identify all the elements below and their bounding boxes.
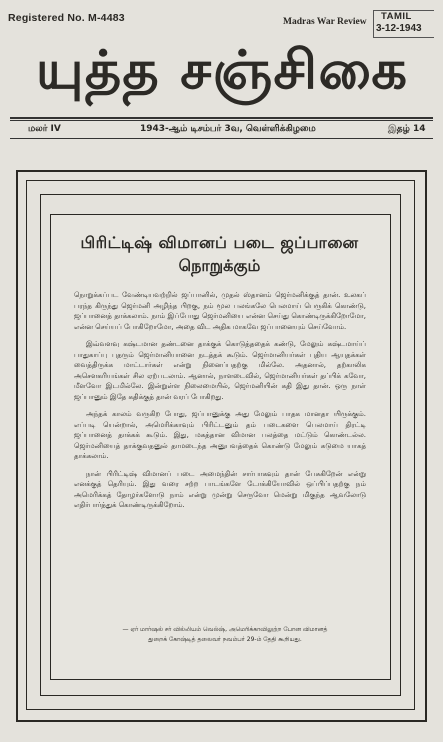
article-paragraph: நொறுக்கப்பட வேண்டியவற்றில் ஜப்பானில், முதல் ஸ்தானம் ஜெர்மனிக்குத் தான். உலகப் பரந்த கிருந்து ஜெர்மனி அழிந்த பிறகு, நம் மூல பலங்கலே பெலமாய் பெருகிக் கொண்டு, ஜப்பானைத் தாக்கலாம். நாம் இப்போது ஜெர்மனியை என்ன செய்து கொண்டிருக்கிறோமோ, என்ன செய்யப் போகிறோமோ, அதை விட அதிக மாகவே ஜப்பானையும் செய்வோம். xyxy=(74,291,366,331)
language-label: TAMIL xyxy=(381,11,412,22)
issue-date: 3-12-1943 xyxy=(376,23,422,34)
registration-number: Registered No. M-4483 xyxy=(8,12,125,24)
article-paragraph: இவ்வளவு கஷ்டமான தண்டனை தாக்குக் கொடுத்ததைக் கண்டு, மேலும் கஷ்டமாய்ப் பாதுகாப்பு புதரும் ஜெர்மானியானை நடத்தக் கூடும். ஜெர்மானியர்கள் புதிய ஆயுதக்கள் வைத்திருக்க மாட்டார்கள் என்று நினைப்பதற்கு மில்லே. அதனால், தற்காலிக அசௌகரியங்கள் சில ஏற்படலாம். ஆனால், நாளடைவில், ஜெர்மானியர்கள் தப்பிக் கவோ, மீளவோ இடமில்லே. இன்றுள்ள நிலைமையில், ஜெர்மனியின் கதி இது தான். ஒரு நாள் ஜப்பானும் இதே கதிக்குத் தான் வரப் போகிறது. xyxy=(74,340,366,401)
article-title: பிரிட்டிஷ் விமானப் படை ஜப்பானை xyxy=(80,233,359,252)
publication-name: Madras War Review xyxy=(283,17,367,27)
divider xyxy=(10,117,433,119)
article-body xyxy=(74,290,366,518)
divider xyxy=(10,120,433,121)
credit-line: — ஏர் மார்ஷல் சர் வில்லியம் வெல்ஷ், அமெரிக்காவிலுற்ற போன விமானத் xyxy=(122,626,328,633)
article-title-line2: நொறுக்கும் xyxy=(178,256,261,275)
volume-number: மலர் IV xyxy=(28,124,61,134)
dateline: 1943-ஆம் டிசம்பர் 3வ, வெள்ளிக்கிழமை xyxy=(140,124,316,134)
article-paragraph: நான் பிரிட்டிஷ் விமானப் படை அமைந்தின் சார்பாகவும் தான் பேசுகிறேன் என்று எனக்குத் தெரியும். இது வரை சற்ற பாடங்களே டோக்கியோவில் ஒப்பிப்பதற்கு நம் அமெரிக்கத் தோழர்களோடு நாம் என்று முன்று செருவோ மென்று மிகுந்த ஆவலோடு எதிர்பார்த்துக் கொண்டிருக்கிறோம். xyxy=(74,469,366,509)
issue-number: இதழ் 14 xyxy=(388,124,426,134)
article-paragraph: அந்தக் காலம் வருகிற போது, ஜப்பானுக்கு அது மேலும் பாதக மானதா யிருக்கும். எப்படி யென்றால், அமெரிக்காவும் பிரிட்டனும் தம் படைகளை பெலமாய் திரட்டி ஜப்பானைத் தாக்கக் கூடும். இது, மகத்தான விமான பலத்தை மட்டும் கொண்டல்ல. ஜெர்மனியைத் தாக்குவதனுல் தாமடைந்த அனுபவத்தைக் கொண்டு மேலும் கடுமை யாகத் தாக்கலாம். xyxy=(74,410,366,460)
credit-line: துறைக் கோஷ்டித் தலைவர் நவம்பர் 29-ம் தேதி கூறியது. xyxy=(148,635,302,643)
masthead-title: யுத்த சஞ்சிகை xyxy=(35,39,409,102)
article-credit xyxy=(84,625,366,644)
divider xyxy=(10,138,433,139)
